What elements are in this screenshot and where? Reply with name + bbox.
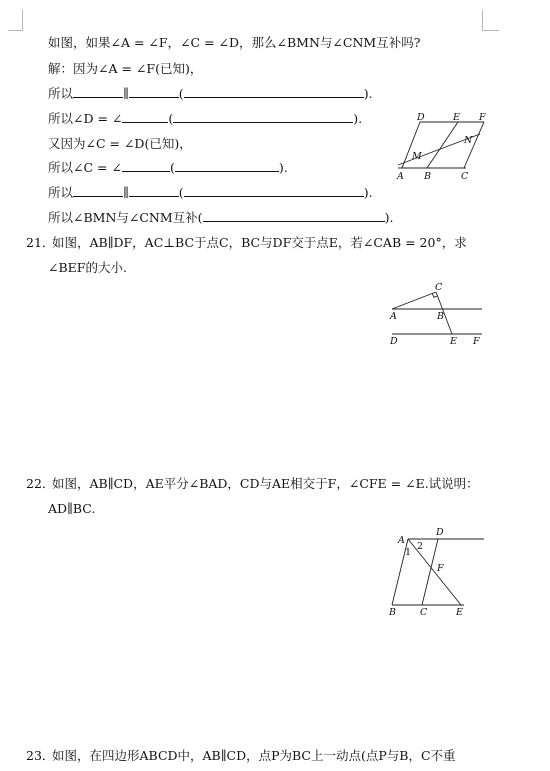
q22-text-line-2: AD∥BC. — [48, 501, 96, 516]
q20-reason-blank-3[interactable] — [175, 160, 279, 172]
q20-blank-6[interactable] — [129, 185, 179, 197]
q21-label-f: F — [473, 336, 480, 347]
q20-reason-blank-4[interactable] — [184, 185, 364, 197]
q22-number: 22． — [26, 476, 55, 491]
q21-label-d: D — [390, 336, 398, 347]
q22-angle-label-1: 1 — [405, 547, 412, 558]
q22-segment-cd — [422, 539, 438, 605]
q20-blank-2[interactable] — [129, 86, 179, 98]
page-corner-mark-left — [8, 10, 23, 31]
q22-label-d: D — [436, 527, 444, 538]
q20-parallel-symbol: ∥ — [123, 86, 129, 101]
q22-label-b: B — [389, 607, 396, 618]
q20-open-paren: ( — [168, 111, 174, 126]
q20-open-paren: ( — [169, 160, 175, 175]
q20-step-6-prefix: 所以∠BMN与∠CNM互补( — [48, 210, 203, 225]
q20-label-e: E — [453, 112, 460, 123]
q20-label-n: N — [464, 135, 473, 146]
q20-question: 如图，如果∠A = ∠F，∠C = ∠D，那么∠BMN与∠CNM互补吗? — [48, 35, 421, 50]
q20-label-m: M — [412, 151, 422, 162]
q20-open-paren: ( — [178, 185, 184, 200]
q21-figure — [386, 282, 486, 348]
q20-label-d: D — [417, 112, 425, 123]
q20-blank-4[interactable] — [122, 160, 170, 172]
q20-label-a: A — [397, 171, 404, 182]
q20-close-paren: ). — [363, 185, 373, 200]
q20-label-f: F — [479, 112, 486, 123]
q20-close-paren: ). — [278, 160, 288, 175]
q20-reason-blank-2[interactable] — [173, 111, 353, 123]
q21-text-line-1: 如图，AB∥DF，AC⊥BC于点C，BC与DF交于点E，若∠CAB = 20°，求 — [52, 235, 467, 250]
q23-number: 23． — [26, 748, 55, 763]
q20-step-6 — [48, 210, 393, 226]
q22-label-a: A — [398, 535, 405, 546]
q20-step-2 — [48, 111, 362, 127]
q20-reason-blank-1[interactable] — [184, 86, 364, 98]
q20-step-3: 又因为∠C = ∠D(已知)， — [48, 136, 192, 151]
q20-parallel-symbol: ∥ — [123, 185, 129, 200]
q21-label-a: A — [390, 311, 397, 322]
q20-close-paren: ). — [363, 86, 373, 101]
q22-label-f: F — [437, 563, 444, 574]
q20-blank-3[interactable] — [122, 111, 168, 123]
q20-label-b: B — [424, 171, 431, 182]
q23-text-line-1: 如图，在四边形ABCD中，AB∥CD，点P为BC上一动点(点P与B，C不重 — [52, 748, 456, 763]
q21-label-c: C — [435, 282, 443, 293]
q22-angle-label-2: 2 — [417, 541, 424, 552]
q20-open-paren: ( — [178, 86, 184, 101]
q21-label-e: E — [450, 336, 457, 347]
q20-label-c: C — [461, 171, 469, 182]
q20-close-paren: ). — [353, 111, 363, 126]
q20-step-1-prefix: 所以 — [48, 86, 74, 101]
q21-number: 21． — [26, 235, 55, 250]
q22-figure — [386, 525, 486, 621]
q21-label-b: B — [437, 311, 444, 322]
q20-step-4-prefix: 所以∠C = ∠ — [48, 160, 122, 175]
q21-text-line-2: ∠BEF的大小. — [48, 260, 127, 275]
q20-step-4 — [48, 160, 288, 176]
q21-segment-ac — [392, 292, 436, 309]
q20-figure — [390, 110, 490, 186]
q22-label-e: E — [456, 607, 463, 618]
q22-label-c: C — [420, 607, 428, 618]
q20-step-5-prefix: 所以 — [48, 185, 74, 200]
q20-segment-be — [427, 122, 458, 168]
q20-reason-blank-5[interactable] — [203, 210, 385, 222]
q20-blank-5[interactable] — [73, 185, 123, 197]
page-corner-mark-right — [482, 10, 499, 31]
q20-blank-1[interactable] — [73, 86, 123, 98]
q20-step-5 — [48, 185, 373, 201]
q20-step-2-prefix: 所以∠D = ∠ — [48, 111, 123, 126]
q22-text-line-1: 如图，AB∥CD，AE平分∠BAD，CD与AE相交于F，∠CFE = ∠E.试说明： — [52, 476, 479, 491]
q20-close-paren: ). — [384, 210, 394, 225]
q22-segment-ae — [408, 539, 461, 605]
q20-step-1 — [48, 86, 373, 102]
q20-solution-head: 解：因为∠A = ∠F(已知)， — [48, 61, 203, 76]
